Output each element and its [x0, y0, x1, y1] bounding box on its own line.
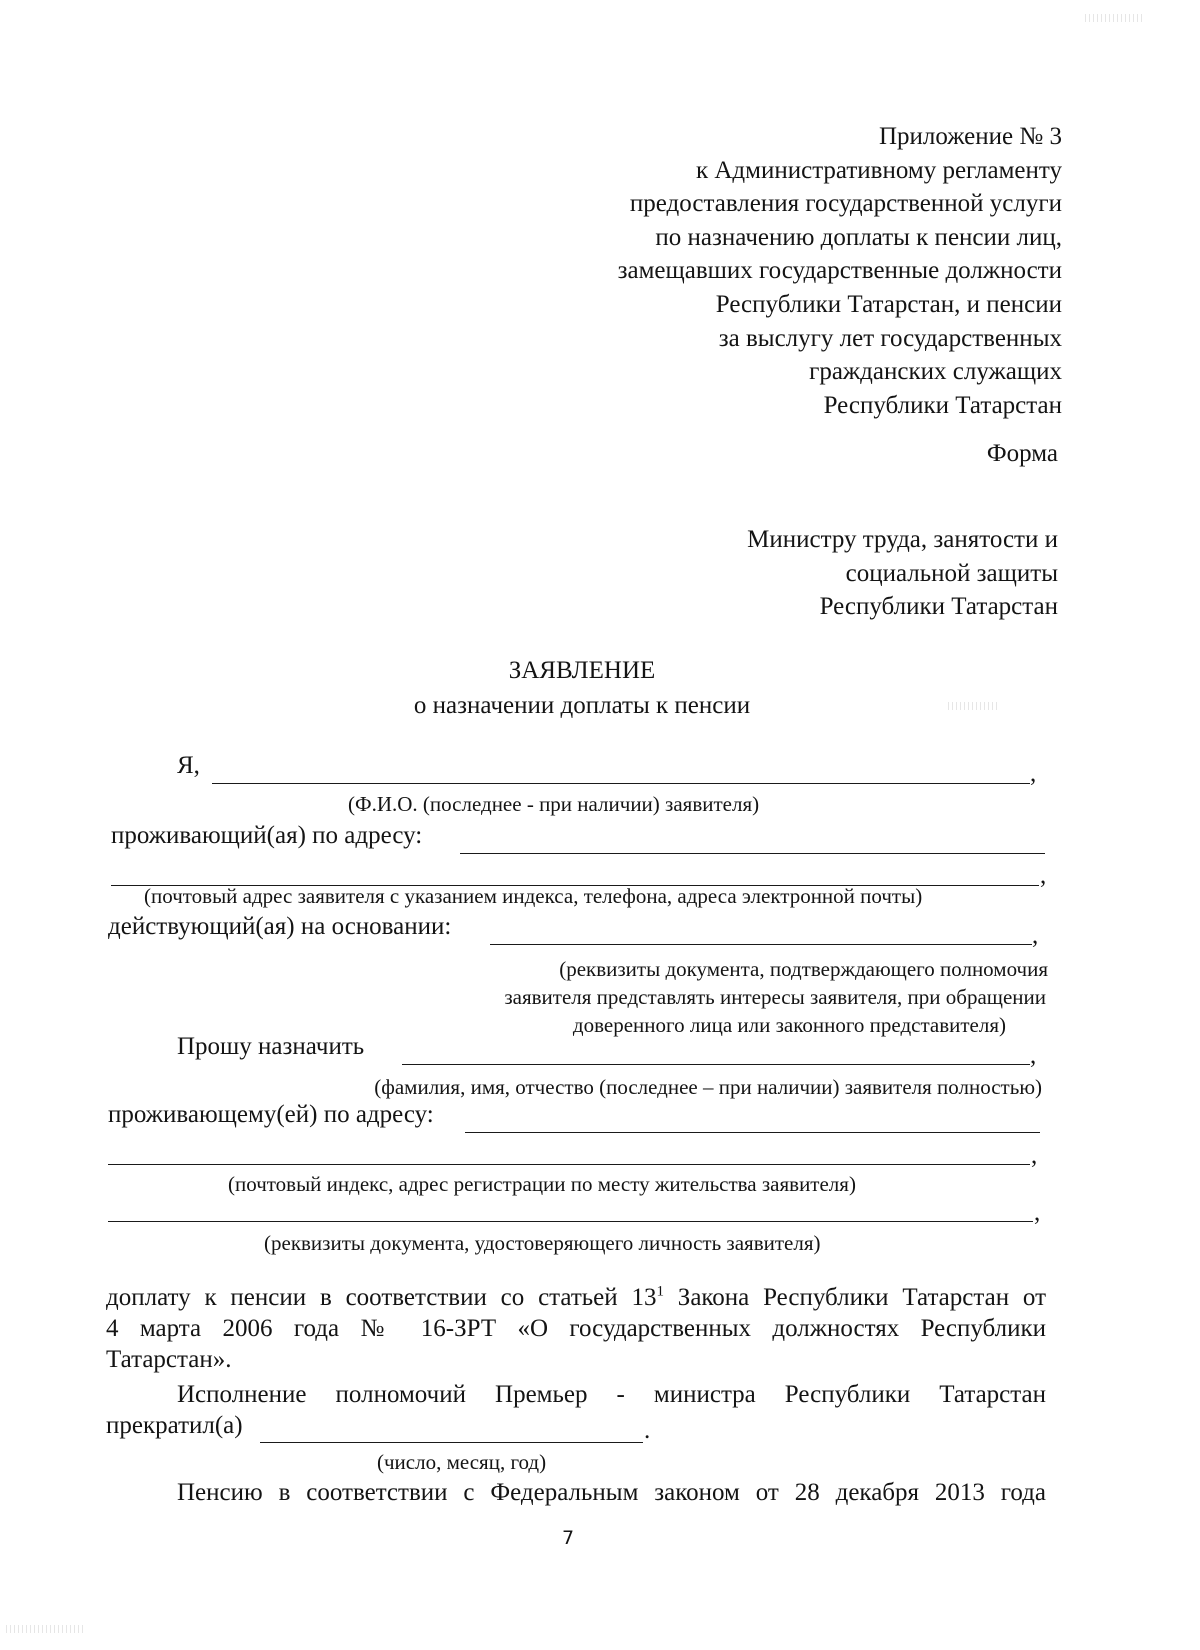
- page-number: 7: [562, 1527, 575, 1549]
- addressee-line: Министру труда, занятости и: [747, 526, 1058, 553]
- body-text: доплату к пенсии в соответствии со статьей 13: [106, 1284, 657, 1311]
- document-title: ЗАЯВЛЕНИЕ: [508, 657, 656, 684]
- comma: ,: [1030, 1042, 1037, 1069]
- acting-label: действующий(ая) на основании:: [108, 913, 452, 940]
- appendix-line: за выслугу лет государственных: [718, 324, 1062, 352]
- address-input-line[interactable]: [460, 853, 1045, 854]
- addressee-line: социальной защиты: [845, 559, 1058, 587]
- scan-artifact: [6, 1625, 86, 1633]
- body-line: Исполнение полномочий Премьер - министра Республики Татарстан: [177, 1381, 1046, 1408]
- comma: ,: [1031, 1142, 1038, 1169]
- acting-hint-2: заявителя представлять интересы заявителя, при обращении: [504, 985, 1046, 1009]
- appendix-line: Приложение № 3: [878, 123, 1062, 150]
- registration-input-line-2[interactable]: [108, 1164, 1030, 1165]
- body-line: Пенсию в соответствии с Федеральным законом от 28 декабря 2013 года: [177, 1479, 1046, 1506]
- appendix-line: Республики Татарстан, и пенсии: [715, 290, 1062, 318]
- appendix-line: замещавших государственные должности: [617, 257, 1062, 285]
- body-line: [106, 1284, 1046, 1313]
- appendix-line: гражданских служащих: [809, 358, 1062, 386]
- identity-input-line[interactable]: [108, 1221, 1033, 1222]
- appendix-line: предоставления государственной услуги: [629, 190, 1062, 218]
- terminated-label: прекратил(а): [106, 1412, 243, 1439]
- acting-hint-1: (реквизиты документа, подтверждающего полномочия: [559, 957, 1048, 981]
- request-hint: (фамилия, имя, отчество (последнее – при наличии) заявителя полностью): [374, 1075, 1042, 1099]
- scan-artifact: [948, 702, 998, 710]
- superscript: 1: [656, 1283, 664, 1300]
- request-label: Прошу назначить: [177, 1033, 365, 1060]
- acting-basis-input-line[interactable]: [490, 944, 1032, 945]
- comma: ,: [1030, 760, 1037, 787]
- ya-label: Я,: [177, 752, 200, 779]
- identity-hint: (реквизиты документа, удостоверяющего личность заявителя): [264, 1231, 821, 1255]
- appendix-line: по назначению доплаты к пенсии лиц,: [655, 223, 1062, 251]
- request-input-line[interactable]: [402, 1064, 1030, 1065]
- body-text: Закона Республики Татарстан от: [663, 1284, 1046, 1311]
- scan-artifact: [1085, 14, 1145, 22]
- fio-hint: (Ф.И.О. (последнее - при наличии) заявителя): [348, 792, 760, 816]
- addressee-line: Республики Татарстан: [819, 593, 1058, 620]
- comma: ,: [1040, 862, 1047, 889]
- fio-input-line[interactable]: [212, 783, 1030, 784]
- registration-input-line[interactable]: [465, 1132, 1040, 1133]
- appendix-line: к Административному регламенту: [695, 156, 1062, 184]
- period: .: [644, 1417, 651, 1444]
- residing-label: проживающий(ая) по адресу:: [111, 822, 423, 849]
- form-label: Форма: [986, 440, 1058, 467]
- appendix-line: Республики Татарстан: [823, 391, 1062, 419]
- date-input-line[interactable]: [260, 1442, 643, 1443]
- acting-hint-3: доверенного лица или законного представителя): [572, 1013, 1006, 1037]
- comma: ,: [1032, 922, 1039, 949]
- date-hint: (число, месяц, год): [377, 1450, 547, 1474]
- residing2-label: проживающему(ей) по адресу:: [108, 1101, 434, 1128]
- body-line: Татарстан».: [106, 1346, 232, 1373]
- addressee-block: [558, 523, 1058, 624]
- comma: ,: [1034, 1199, 1041, 1226]
- body-line: 4 марта 2006 года № 16-ЗРТ «О государственных должностях Республики: [106, 1315, 1046, 1342]
- document-subtitle: о назначении доплаты к пенсии: [413, 692, 751, 719]
- address-hint: (почтовый адрес заявителя с указанием индекса, телефона, адреса электронной почты): [144, 884, 923, 908]
- registration-hint: (почтовый индекс, адрес регистрации по месту жительства заявителя): [228, 1172, 856, 1196]
- appendix-header: [502, 120, 1062, 422]
